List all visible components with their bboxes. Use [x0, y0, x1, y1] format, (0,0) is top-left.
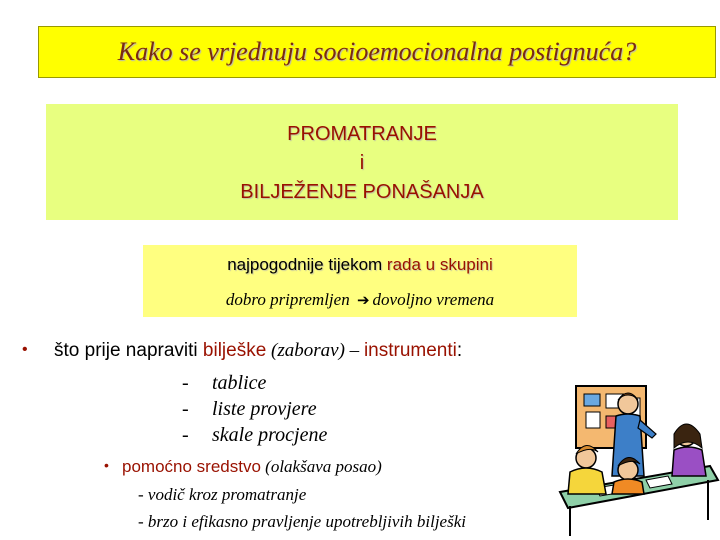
bullet-instruments	[22, 340, 462, 362]
main-box	[46, 104, 678, 220]
students-clipart-icon	[556, 376, 720, 540]
bullet-part1: što prije	[54, 340, 121, 361]
list-item	[182, 370, 327, 396]
list-item	[182, 422, 327, 448]
sub-line1-part1: najpogodnije tijekom	[227, 255, 383, 274]
bullet-icon: •	[22, 341, 28, 358]
bullet-part4: (zaborav) –	[266, 340, 364, 361]
sub-line2-part1: dobro pripremljen	[225, 290, 350, 309]
bullet-part3: bilješke	[197, 340, 267, 361]
sub-box-line1	[143, 255, 577, 275]
sub-line2-part2: dovoljno vremena	[372, 290, 495, 309]
sub-box-line2	[143, 290, 577, 310]
bullet-helper	[104, 457, 382, 477]
main-box-line1: PROMATRANJE	[287, 123, 437, 145]
slide-title-text: Kako se vrjednuju socioemocionalna postignuća?	[117, 37, 637, 66]
list-dash: -	[182, 372, 189, 394]
instrument-list	[182, 370, 327, 448]
helper-part1: pomoćno sredstvo	[122, 457, 261, 476]
list-item-text: tablice	[212, 372, 267, 394]
bullet-part5: instrumenti	[363, 340, 457, 361]
list-item-text: liste provjere	[212, 398, 317, 420]
list-dash: -	[182, 398, 189, 420]
sub-line1-part2: rada u skupini	[382, 255, 493, 274]
list-item	[182, 396, 327, 422]
bullet-part2: napraviti	[120, 340, 198, 361]
main-box-line3: BILJEŽENJE PONAŠANJA	[240, 181, 484, 203]
bullet-part6: :	[456, 340, 463, 361]
sub-box	[143, 243, 577, 317]
list-item-text: skale procjene	[212, 424, 328, 446]
arrow-right-icon: ➔	[356, 291, 370, 309]
list-dash: -	[182, 424, 189, 446]
slide-title	[38, 26, 716, 78]
helper-part2: (olakšava posao)	[260, 457, 382, 476]
helper-sub2: - brzo i efikasno pravljenje upotrebljivih bilješki	[138, 512, 466, 531]
main-box-line2: i	[359, 152, 365, 174]
helper-sub1: - vodič kroz promatranje	[138, 485, 307, 504]
helper-bullet-icon: •	[104, 457, 109, 473]
